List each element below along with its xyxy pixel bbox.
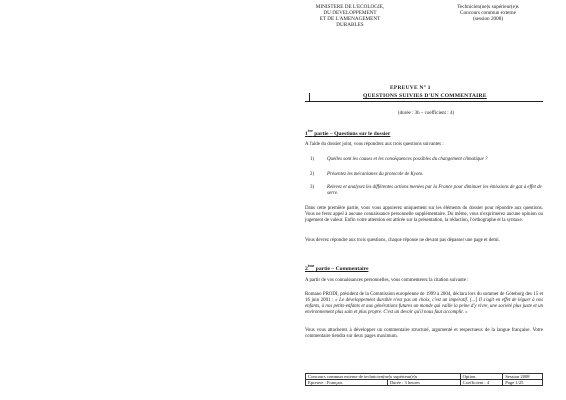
footer-cell: Session 2008 (503, 374, 543, 380)
question-number: 2) (310, 172, 315, 177)
part2-intro: A partir de vos connaissances personnelles, vous commenterez la citation suivante : (305, 278, 469, 283)
part2-heading (305, 264, 368, 272)
question-item (310, 185, 550, 199)
question-text: Relevez et analysez les différentes actions menées par la France pour diminuer les émissions de gaz à effet de serre. (327, 185, 542, 196)
footer-cell: Concours commun externe de technicien(ne)s supérieur(e)s (306, 374, 461, 380)
quote-text: « Le développement durable n'est pas un choix, c'est un impératif. [...] Il s'agit en effet de léguer à nos enfants, à nos petits-enfants et aux générations futures un monde qui vaille la peine d'y vivre, une société plus juste et un environnement plus sain et plus propre. C'est un devoir qu'il nous faut accomplir. » (305, 298, 543, 315)
exam-line: Technicien(ne)s supérieur(e)s (457, 4, 519, 10)
part1-length-note: Vous devrez répondre aux trois questions, chaque réponse ne devant pas dépasser une page et demi. (305, 238, 500, 243)
part2-closing: Vous vous attacherez à développer un commentaire structuré, argumenté et respectueux de la langue française. Votre commentaire tiendra sur deux pages maximum. (305, 328, 543, 339)
part1-heading-rest: partie – Questions sur le dossier (312, 130, 391, 137)
title-rule (305, 101, 543, 102)
footer-cell: Option (460, 374, 503, 380)
part2-heading-num: 2 (305, 265, 308, 272)
page-title: QUESTIONS SUIVIES D'UN COMMENTAIRE (363, 93, 487, 99)
exam-line: (session 2008) (472, 16, 504, 22)
question-number: 1) (310, 157, 315, 162)
footer-cell: Page 1/25 (503, 380, 543, 386)
footer-cell: Durée : 3 heures (387, 380, 460, 386)
ministry-header (300, 4, 400, 28)
ministry-line: ET DE L'AMENAGEMENT (319, 16, 381, 22)
part1-heading-sup: ère (307, 129, 313, 133)
question-item (310, 157, 550, 169)
question-text: Présentez les mécanismes du protocole de Kyoto. (327, 172, 424, 177)
ministry-line: DURABLES (336, 22, 364, 28)
exam-header (440, 4, 536, 22)
title-rule-tick (309, 93, 310, 102)
quote-paragraph (305, 292, 543, 316)
ministry-line: DU DEVELOPPEMENT (323, 10, 377, 16)
quote-lead: Romano PRODI, président de la Commission européenne de 1999 à 2004, déclara lors du sommet de Göteborg des 15 et 16 juin 2001 : (305, 292, 543, 303)
part2-heading-rest: partie – Commentaire (314, 265, 369, 272)
footer-table (305, 373, 543, 386)
footer-cell: Epreuve : Français (306, 380, 388, 386)
part1-intro: A l'aide du dossier joint, vous répondrez aux trois questions suivantes : (305, 142, 444, 147)
exam-line: Concours commun externe (460, 10, 516, 16)
footer-cell: Coefficient : 4 (460, 380, 503, 386)
ministry-line: MINISTERE DE L'ECOLOGIE, (315, 4, 385, 10)
epreuve-label: EPREUVE N° 1 (390, 85, 431, 91)
part1-heading (305, 129, 390, 137)
question-item (310, 172, 550, 180)
part1-instructions: Dans cette première partie, vous vous appuierez uniquement sur les éléments du dossier pour répondre aux questions. Vous ne ferez appel à aucune connaissance personnelle supplémentaire. Du même, vous n'exprimerez aucune opinion ou jugement de valeur. Enfin votre attention est attirée sur la présentation, la rédaction, l'orthographe et la syntaxe. (305, 206, 543, 223)
question-text: Quelles sont les causes et les conséquences possibles du changement climatique ? (327, 157, 488, 162)
duration-note: (durée : 3h – coefficient : 4) (398, 111, 454, 116)
footer-row (306, 380, 543, 386)
question-number: 3) (310, 185, 315, 190)
part2-heading-sup: ème (307, 264, 315, 268)
part1-heading-num: 1 (305, 130, 308, 137)
title-banner (305, 93, 543, 103)
